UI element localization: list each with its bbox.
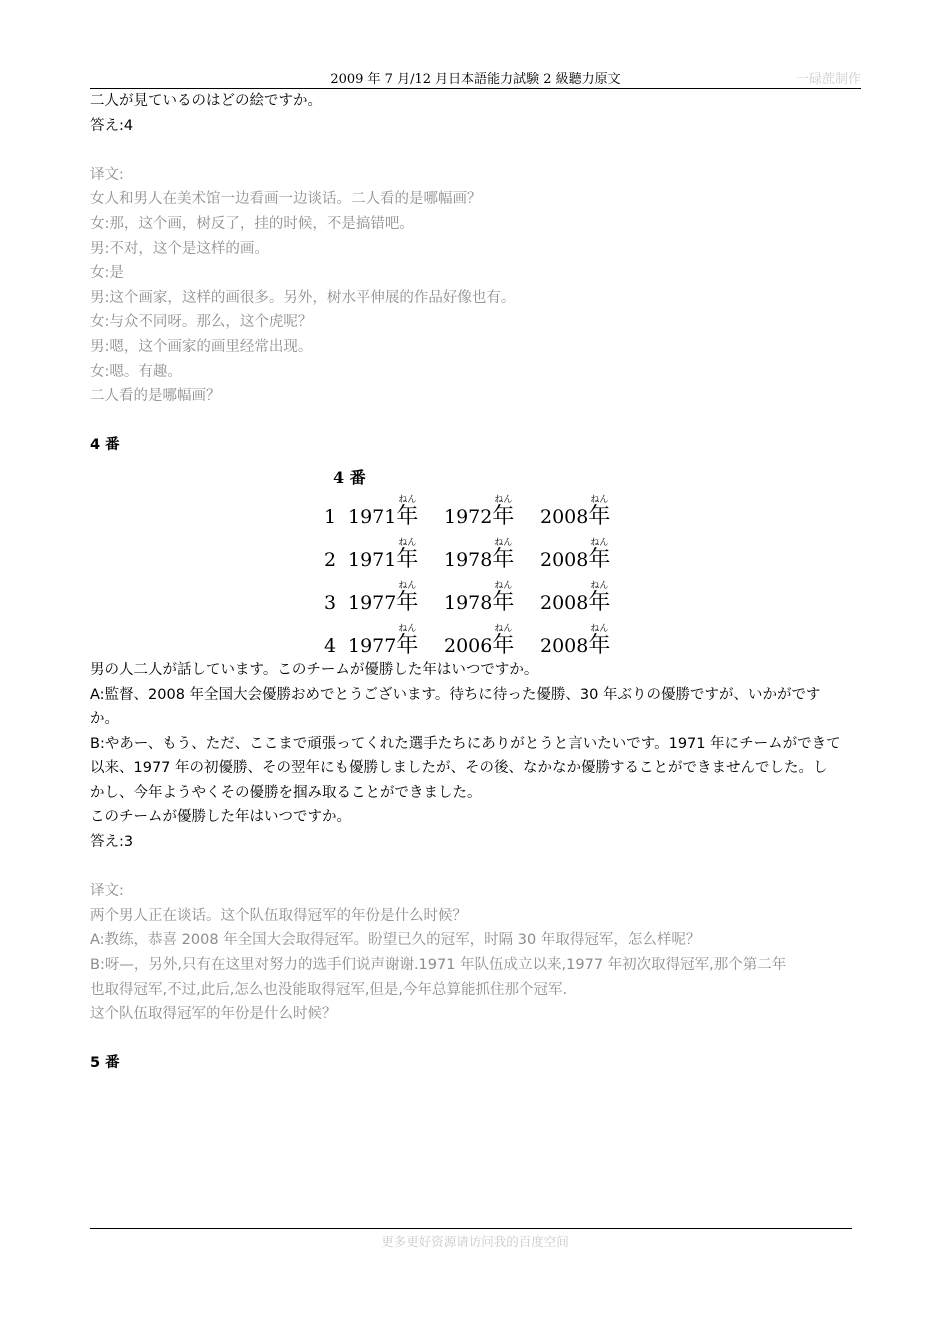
year-number: 1971	[348, 506, 397, 529]
year-entry	[348, 581, 419, 616]
year-entry	[540, 495, 611, 530]
furigana: ねん	[398, 495, 417, 506]
year-entry	[348, 538, 419, 573]
furigana: ねん	[398, 581, 417, 592]
furigana: ねん	[494, 581, 513, 592]
year-number: 2008	[540, 635, 589, 658]
translation-line: 男:嗯，这个画家的画里经常出现。	[90, 338, 313, 355]
year-kanji	[492, 495, 515, 530]
spacer	[90, 855, 860, 880]
kanji-char: 年	[588, 633, 611, 659]
spacer	[90, 138, 860, 163]
figure-title: 4 番	[333, 467, 366, 487]
choice-row	[324, 619, 744, 659]
kanji-char: 年	[492, 504, 515, 530]
year-entry	[444, 538, 515, 573]
year-entry	[348, 624, 419, 659]
script-line: かし、今年ようやくその優勝を掴み取ることができました。	[90, 784, 482, 801]
furigana: ねん	[590, 624, 609, 635]
question-line: 二人が見ているのはどの絵ですか。	[90, 93, 322, 109]
furigana: ねん	[494, 495, 513, 506]
year-kanji	[588, 624, 611, 659]
furigana: ねん	[590, 581, 609, 592]
choice-number: 2	[324, 549, 337, 572]
furigana: ねん	[494, 538, 513, 549]
furigana: ねん	[494, 624, 513, 635]
translation-line: 二人看的是哪幅画？	[90, 388, 221, 405]
year-entry	[444, 624, 515, 659]
kanji-char: 年	[396, 633, 419, 659]
answer-line: 答え:4	[90, 117, 134, 134]
translation-line: 女:与众不同呀。那么，这个虎呢？	[90, 314, 313, 331]
choice-row	[324, 490, 744, 530]
header-title: 2009 年 7 月/12 月日本語能力試験 2 級聽力原文	[330, 72, 621, 87]
translation-line: 女:那，这个画，树反了，挂的时候，不是搞错吧。	[90, 215, 414, 232]
choice-row	[324, 576, 744, 616]
translation-line: 也取得冠军,不过,此后,怎么也没能取得冠军,但是,今年总算能抓住那个冠军.	[90, 981, 568, 998]
script-line: 男の人二人が話しています。このチームが優勝した年はいつですか。	[90, 661, 539, 678]
choice-row	[324, 533, 744, 573]
year-kanji	[492, 581, 515, 616]
translation-line: 两个男人正在谈话。这个队伍取得冠军的年份是什么时候？	[90, 907, 467, 924]
kanji-char: 年	[588, 590, 611, 616]
translation-line: A:教练，恭喜 2008 年全国大会取得冠军。盼望已久的冠军，时隔 30 年取得冠军，怎么样呢？	[90, 932, 701, 949]
choice-number: 3	[324, 592, 337, 615]
script-line: B:やあー、もう、ただ、ここまで頑張ってくれた選手たちにありがとうと言いたいです。1971 年にチームができて	[90, 735, 841, 752]
translation-label: 译文:	[90, 883, 124, 900]
furigana: ねん	[590, 495, 609, 506]
kanji-char: 年	[492, 590, 515, 616]
section-heading: 5 番	[90, 1055, 120, 1072]
year-kanji	[396, 538, 419, 573]
year-kanji	[492, 624, 515, 659]
kanji-char: 年	[588, 547, 611, 573]
page-header	[90, 66, 861, 89]
document-body	[90, 89, 860, 1076]
year-kanji	[492, 538, 515, 573]
year-kanji	[588, 538, 611, 573]
year-number: 1977	[348, 635, 397, 658]
spacer	[90, 1027, 860, 1052]
script-line: A:監督、2008 年全国大会優勝おめでとうございます。待ちに待った優勝、30 年ぶりの優勝ですが、いかがです	[90, 686, 821, 703]
year-kanji	[396, 495, 419, 530]
year-entry	[348, 495, 419, 530]
year-number: 1978	[444, 592, 493, 615]
script-line: このチームが優勝した年はいつですか。	[90, 809, 351, 826]
year-entry	[444, 581, 515, 616]
kanji-char: 年	[492, 633, 515, 659]
spacer	[90, 409, 860, 434]
year-entry	[540, 538, 611, 573]
year-number: 1972	[444, 506, 493, 529]
year-number: 2008	[540, 592, 589, 615]
year-number: 1971	[348, 549, 397, 572]
year-number: 2008	[540, 506, 589, 529]
year-number: 1977	[348, 592, 397, 615]
script-line: か。	[90, 711, 119, 728]
script-line: 以来、1977 年の初優勝、その翌年にも優勝しましたが、その後、なかなか優勝することができませんでした。し	[90, 760, 828, 777]
answer-choices-figure	[90, 458, 860, 658]
answer-line: 答え:3	[90, 834, 134, 851]
furigana: ねん	[398, 538, 417, 549]
year-entry	[444, 495, 515, 530]
section-heading: 4 番	[90, 437, 120, 454]
year-number: 2006	[444, 635, 493, 658]
year-entry	[540, 624, 611, 659]
translation-line: 男:不对，这个是这样的画。	[90, 240, 269, 257]
furigana: ねん	[398, 624, 417, 635]
kanji-char: 年	[396, 590, 419, 616]
choice-number: 1	[324, 506, 337, 529]
kanji-char: 年	[492, 547, 515, 573]
footer-text: 更多更好资源请访问我的百度空间	[381, 1234, 569, 1249]
translation-line: 女人和男人在美术馆一边看画一边谈话。二人看的是哪幅画？	[90, 191, 482, 208]
translation-line: B:呀—，另外,只有在这里对努力的选手们说声谢谢.1971 年队伍成立以来,1977 年初次取得冠军,那个第二年	[90, 957, 787, 974]
year-kanji	[588, 495, 611, 530]
kanji-char: 年	[588, 504, 611, 530]
year-number: 1978	[444, 549, 493, 572]
choice-number: 4	[324, 635, 337, 658]
translation-line: 这个队伍取得冠军的年份是什么时候？	[90, 1006, 337, 1023]
year-kanji	[396, 624, 419, 659]
year-kanji	[396, 581, 419, 616]
year-number: 2008	[540, 549, 589, 572]
year-kanji	[588, 581, 611, 616]
year-entry	[540, 581, 611, 616]
header-author: 一碌蔗制作	[795, 72, 861, 87]
translation-line: 女:是	[90, 265, 124, 282]
kanji-char: 年	[396, 547, 419, 573]
furigana: ねん	[590, 538, 609, 549]
translation-line: 男:这个画家，这样的画很多。另外，树水平伸展的作品好像也有。	[90, 289, 516, 306]
translation-line: 女:嗯。有趣。	[90, 363, 182, 380]
kanji-char: 年	[396, 504, 419, 530]
footer-divider	[90, 1228, 852, 1229]
translation-label: 译文:	[90, 166, 124, 183]
